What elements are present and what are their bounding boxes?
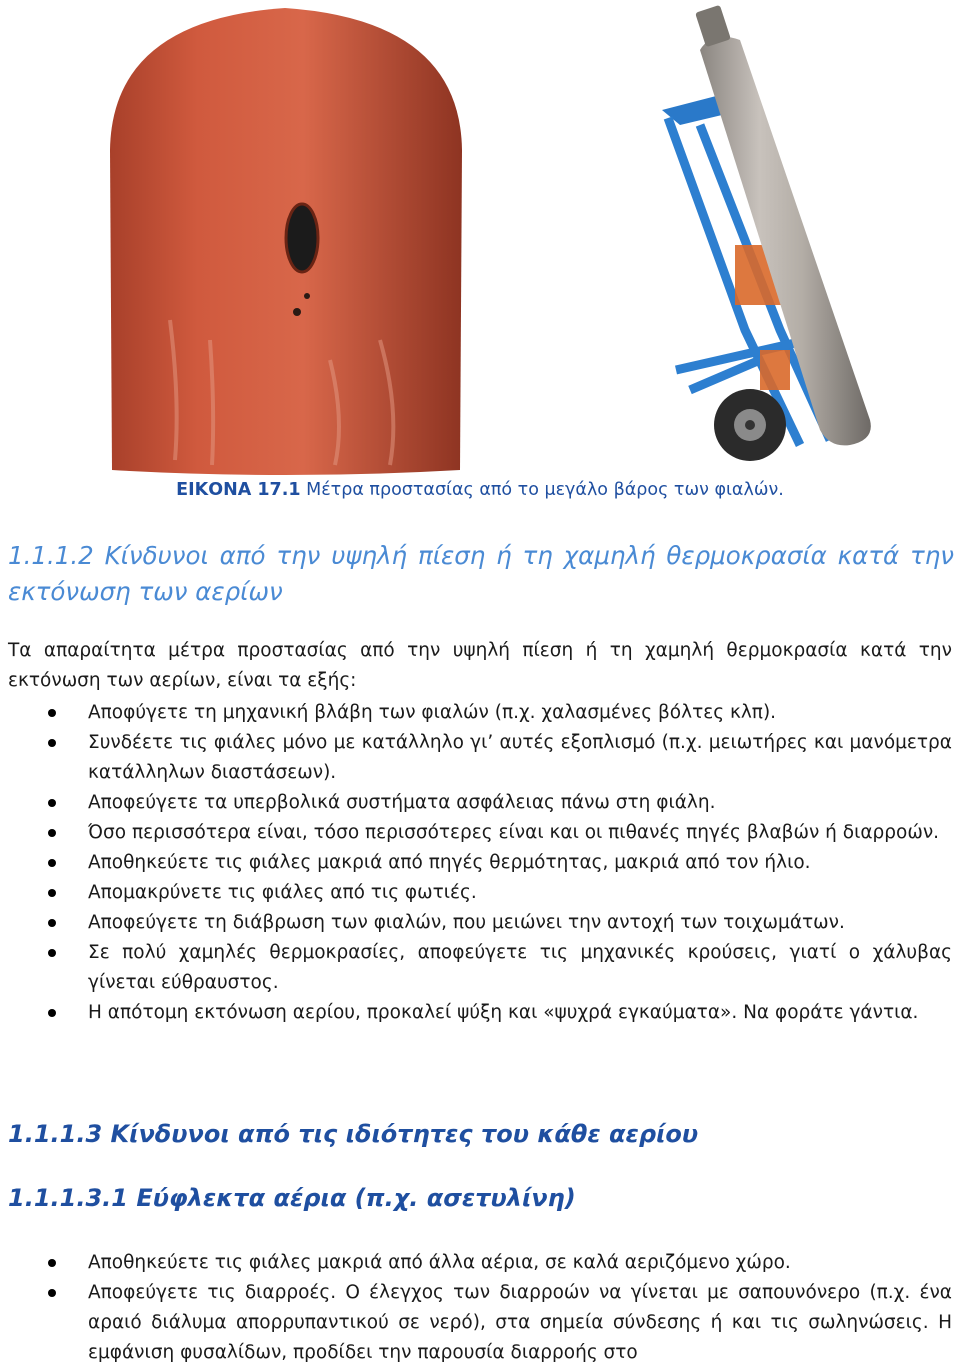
list-item: Συνδέετε τις φιάλες μόνο με κατάλληλο γι’ αυτές εξοπλισμό (π.χ. μειωτήρες και μανόμετρα κατάλληλων διαστάσεων). [0,728,952,788]
section-heading-1-1-1-2: 1.1.1.2 Κίνδυνοι από την υψηλή πίεση ή τη χαμηλή θερμοκρασία κατά την εκτόνωση των αερίων [8,541,954,606]
figure-caption [0,480,960,500]
list-item: Αποφεύγετε τη διάβρωση των φιαλών, που μειώνει την αντοχή των τοιχωμάτων. [0,908,952,938]
bullet-icon [48,799,56,807]
list-item: Απομακρύνετε τις φιάλες από τις φωτιές. [0,878,952,908]
bullet-icon [48,1259,56,1267]
figure-caption-text: Μέτρα προστασίας από το μεγάλο βάρος των φιαλών. [306,480,784,500]
cylinder-cap-image [110,8,462,475]
figure-caption-label: ΕΙΚΟΝΑ 17.1 [176,480,301,500]
list-item: Αποθηκεύετε τις φιάλες μακριά από άλλα αέρια, σε καλά αεριζόμενο χώρο. [0,1248,952,1278]
section-heading-1-1-1-3-1: 1.1.1.3.1 Εύφλεκτα αέρια (π.χ. ασετυλίνη) [8,1184,576,1212]
bullet-icon [48,889,56,897]
figure-gas-cylinder-protection [0,0,960,475]
cylinder-trolley-image [662,5,871,461]
bullet-icon [48,709,56,717]
list-item: Σε πολύ χαμηλές θερμοκρασίες, αποφεύγετε τις μηχανικές κρούσεις, γιατί ο χάλυβας γίνεται εύθραυστος. [0,938,952,998]
bullet-icon [48,1289,56,1297]
list-item: Αποφεύγετε τα υπερβολικά συστήματα ασφάλειας πάνω στη φιάλη. [0,788,952,818]
bullet-icon [48,919,56,927]
section-heading-1-1-1-3: 1.1.1.3 Κίνδυνοι από τις ιδιότητες του κάθε αερίου [8,1120,699,1148]
list-item: Αποθηκεύετε τις φιάλες μακριά από πηγές θερμότητας, μακριά από τον ήλιο. [0,848,952,878]
protection-measures-list [0,698,952,1028]
section-intro-paragraph: Τα απαραίτητα μέτρα προστασίας από την υψηλή πίεση ή τη χαμηλή θερμοκρασία κατά την εκτόνωση των αερίων, είναι τα εξής: [8,640,952,691]
bullet-icon [48,829,56,837]
bullet-icon [48,949,56,957]
list-item: Η απότομη εκτόνωση αερίου, προκαλεί ψύξη και «ψυχρά εγκαύματα». Να φοράτε γάντια. [0,998,952,1028]
list-item: Αποφύγετε τη μηχανική βλάβη των φιαλών (π.χ. χαλασμένες βόλτες κλπ). [0,698,952,728]
flammable-gases-list [0,1248,952,1368]
bullet-icon [48,859,56,867]
bullet-icon [48,739,56,747]
list-item: Αποφεύγετε τις διαρροές. Ο έλεγχος των διαρροών να γίνεται με σαπουνόνερο (π.χ. ένα αραιό διάλυμα απορρυπαντικού σε νερό), στα σημεία σύνδεσης ή και τις σωληνώσεις. Η εμφάνιση φυσαλίδων, προδίδει την παρουσία διαρροής στο [0,1278,952,1368]
bullet-icon [48,1009,56,1017]
list-item: Όσο περισσότερα είναι, τόσο περισσότερες είναι και οι πιθανές πηγές βλαβών ή διαρροών. [0,818,952,848]
